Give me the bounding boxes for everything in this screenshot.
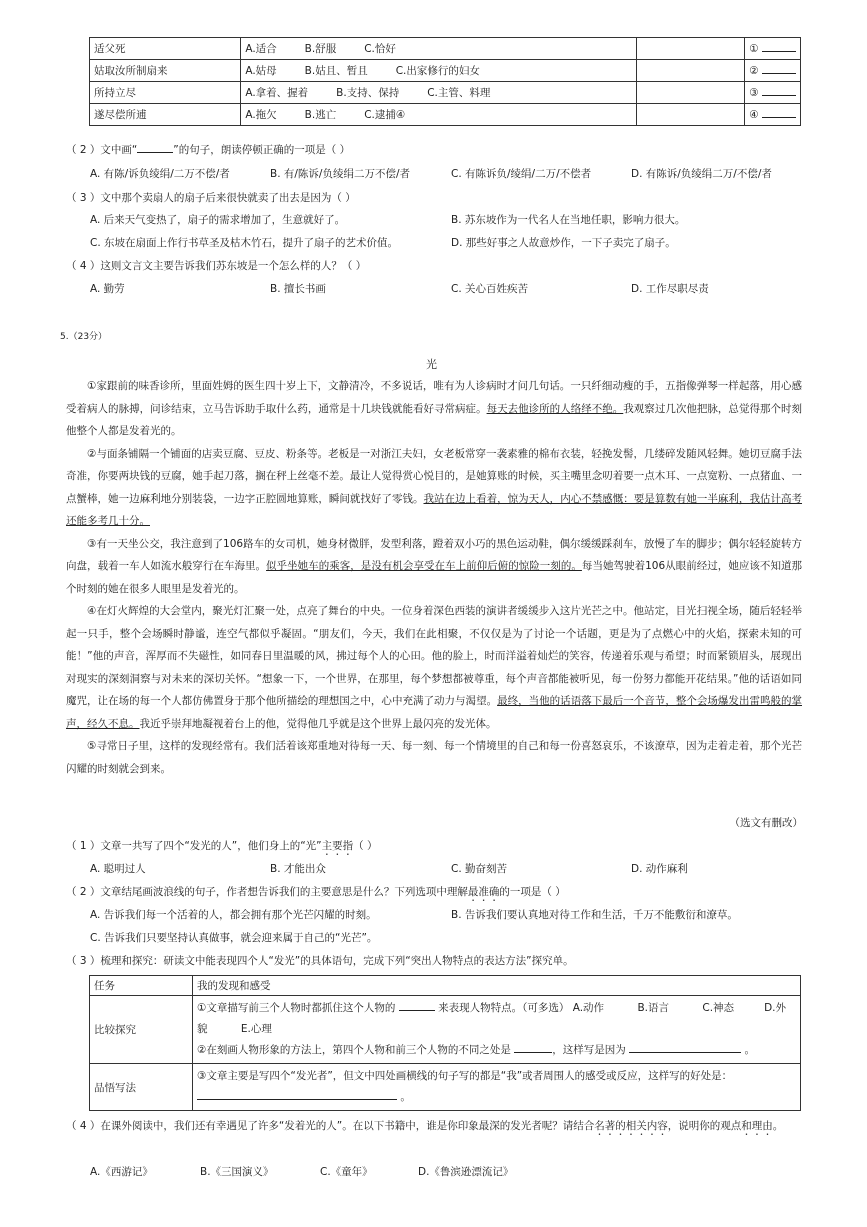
answer-number: ② — [749, 64, 759, 77]
option-b[interactable]: B. 擅长书画 — [270, 283, 326, 295]
option: B.姑且、暂且 — [304, 65, 368, 77]
vocab-options — [241, 104, 637, 126]
option-a[interactable]: A. 后来天气变热了，扇子的需求增加了，生意就好了。 — [90, 214, 346, 226]
option: B.逃亡 — [304, 109, 337, 121]
s5-question-4: （ 4 ）在课外阅读中，我们还有幸遇见了许多“发着光的人”。在以下书籍中，谁是你印象最深的发光者呢？请结合名著的相关内容，说明你的观点和理由。 — [66, 1120, 784, 1132]
option-b[interactable]: B. 告诉我们要认真地对待工作和生活，千万不能敷衍和潦草。 — [451, 909, 738, 921]
paragraph: ⑤寻常日子里，这样的发现经常有。我们活着该郑重地对待每一天、每一刻、每一个情境里的自己和每一份喜怒哀乐，不该潦草，因为走着走着，那个光芒闪耀的时刻就会到来。 — [66, 740, 802, 775]
answer-number: ① — [749, 42, 759, 55]
table-row — [90, 60, 801, 82]
row-label: 品悟写法 — [90, 1064, 193, 1111]
option: C.恰好 — [364, 43, 396, 55]
vocab-word: 姑取汝所制扇来 — [90, 60, 241, 82]
table-row — [90, 38, 801, 60]
option-b[interactable]: B.《三国演义》 — [200, 1166, 274, 1178]
s5-question-1: （ 1 ）文章一共写了四个“发光的人”，他们身上的“光”主要指（ ） — [66, 840, 378, 852]
option-c[interactable]: C. 告诉我们只要坚持认真做事，就会迎来属于自己的“光芒”。 — [90, 932, 378, 944]
option: A.拿着、握着 — [245, 87, 309, 99]
table-row — [90, 976, 801, 996]
paragraph: ④在灯火辉煌的大会堂内，聚光灯汇聚一处，点亮了舞台的中央。一位身着深色西装的演讲者缓缓步入这片光芒之中。他站定，目光扫视全场，随后轻轻举起一只手，整个会场瞬时静谧，连空气都似乎凝固。“朋友们，今天，我们在此相聚，不仅仅是为了讨论一个话题，更是为了点燃心中的火焰，探索未知的可能！”他的声音，浑厚而不失磁性，如同春日里温暖的风，拂过每个人的心田。他的脸上，时而洋溢着灿烂的笑容，传递着乐观与希望；时而紧锁眉头，展现出对现实的深刻洞察与对未来的深切关怀。“想象一下，一个世界，在那里，每个梦想都被尊重，每个声音都能被听见，每一份努力都能开花结果。”他的话语如同魔咒，让在场的每一个人都仿佛置身于那个他所描绘的理想国之中，心中充满了动力与渴望。最终，当他的话语落下最后一个音节，整个会场爆发出雷鸣般的掌声，经久不息。我近乎崇拜地凝视着台上的他，觉得他几乎就是这个世界上最闪亮的发光体。 — [66, 605, 802, 730]
table-row — [90, 104, 801, 126]
row-label: 比较探究 — [90, 996, 193, 1064]
s5-question-2: （ 2 ）文章结尾画波浪线的句子，作者想告诉我们的主要意思是什么？下列选项中理解最准确的一项是（ ） — [66, 886, 566, 898]
option: A.姑母 — [245, 65, 277, 77]
answer-cell[interactable] — [745, 104, 801, 126]
option-d[interactable]: D.《鲁滨逊漂流记》 — [418, 1166, 514, 1178]
option-a[interactable]: A. 告诉我们每一个活着的人，都会拥有那个光芒闪耀的时刻。 — [90, 909, 377, 921]
option-c[interactable]: C. 关心百姓疾苦 — [451, 283, 529, 295]
section-header: 5.（23分） — [60, 332, 108, 342]
table-row — [90, 82, 801, 104]
answer-blank[interactable] — [629, 1052, 741, 1053]
table-row — [90, 1064, 801, 1111]
answer-cell[interactable] — [745, 82, 801, 104]
question-stem: （ 2 ）文中画“ — [66, 144, 138, 156]
question-4: （ 4 ）这则文言文主要告诉我们苏东坡是一个怎么样的人？（ ） — [66, 260, 367, 272]
paragraph: ①家跟前的味香诊所，里面姓姆的医生四十岁上下，文静清冷，不多说话，唯有为人诊病时才问几句话。一只纤细动瘦的手，五指像弹琴一样起落，用心感受着病人的脉搏，问诊结束，立马告诉助手取什么药，通常是十几块钱就能看好寻常病症。每天去他诊所的人络绎不绝。我观察过几次他把脉，总觉得那个时刻他整个人都是发着光的。 — [66, 380, 803, 437]
option-c[interactable]: C. 勤奋刻苦 — [451, 863, 508, 875]
option-a[interactable]: A. 勤劳 — [90, 283, 125, 295]
option: A.适合 — [245, 43, 277, 55]
table-cell: ①文章描写前三个人物时都抓住这个人物的 来表现人物特点。（可多选） A.动作 B.语言 C.神态 D.外貌 E.心理 ②在刻画人物形象的方法上，第四个人物和前三个人物的不同之处是 ，这样写是因为 。 — [193, 996, 801, 1064]
option-a[interactable]: A.《西游记》 — [90, 1166, 153, 1178]
paragraph: ③有一天坐公交，我注意到了106路车的女司机，她身材微胖，发型利落，蹬着双小巧的黑色运动鞋，偶尔缓缓踩刹车，放慢了车的脚步；偶尔轻轻旋转方向盘，载着一车人如流水般穿行在车海里。似乎坐她车的乘客，是没有机会享受在车上前仰后俯的惊险一刻的。每当她驾驶着106从眼前经过，她应该不知道那个时刻的她在很多人眼里是发着光的。 — [66, 537, 803, 595]
paragraph: ②与面条铺隔一个铺面的店卖豆腐、豆皮、粉条等。老板是一对浙江夫妇，女老板常穿一袭素雅的棉布衣装，轻挽发髻，几缕碎发随风轻舞。她切豆腐手法奇准，你要两块钱的豆腐，她手起刀落，搁在秤上丝毫不差。最让人觉得赏心悦目的，是她算账的时候，买主嘴里念叨着要一点木耳、一点宽粉、一点猪血、一点蟹棒，她一边麻利地分别装袋，一边字正腔圆地算账，瞬间就找好了零钱。我站在边上看着，惊为天人，内心不禁感慨：要是算数有她一半麻利，我估计高考还能多考几十分。 — [66, 447, 803, 527]
option-d[interactable]: D. 动作麻利 — [631, 863, 688, 875]
vocab-options — [241, 60, 637, 82]
answer-cell[interactable] — [745, 38, 801, 60]
vocab-word: 遂尽偿所逋 — [90, 104, 241, 126]
question-2 — [66, 142, 350, 157]
option-d[interactable]: D. 那些好事之人故意炒作，一下子卖完了扇子。 — [451, 237, 676, 249]
passage — [66, 375, 802, 780]
option-b[interactable]: B. 苏东坡作为一代名人在当地任职，影响力很大。 — [451, 214, 686, 226]
option-a[interactable]: A. 聪明过人 — [90, 863, 146, 875]
option-c[interactable]: C.《童年》 — [320, 1166, 373, 1178]
option-b[interactable]: B. 有/陈诉/负绫绢二万不偿/者 — [270, 168, 410, 180]
answer-number: ③ — [749, 86, 759, 99]
passage-title: 光 — [426, 358, 437, 371]
vocab-word: 适父死 — [90, 38, 241, 60]
answer-blank[interactable] — [399, 1010, 435, 1011]
vocab-empty — [637, 38, 745, 60]
answer-number: ④ — [749, 108, 759, 121]
option-d[interactable]: D. 工作尽职尽责 — [631, 283, 709, 295]
question-3: （ 3 ）文中那个卖扇人的扇子后来很快就卖了出去是因为（ ） — [66, 192, 356, 204]
answer-blank[interactable] — [197, 1099, 397, 1100]
source-note: （选文有删改） — [729, 817, 803, 829]
option: B.支持、保持 — [336, 87, 400, 99]
option: C.逮捕④ — [364, 109, 406, 121]
table-row — [90, 996, 801, 1064]
table-cell: ③文章主要是写四个“发光者”，但文中四处画横线的句子写的都是“我”或者周围人的感受或反应，这样写的好处是： 。 — [193, 1064, 801, 1111]
option-d[interactable]: D. 有陈诉/负绫绢二万/不偿/者 — [631, 168, 772, 180]
vocab-options — [241, 38, 637, 60]
exploration-table — [89, 975, 801, 1111]
vocab-empty — [637, 82, 745, 104]
option-a[interactable]: A. 有陈/诉负绫绢/二万不偿/者 — [90, 168, 230, 180]
option-c[interactable]: C. 有陈诉负/绫绢/二万/不偿者 — [451, 168, 592, 180]
option: C.主管、料理 — [427, 87, 491, 99]
option-c[interactable]: C. 东坡在扇面上作行书草圣及枯木竹石，提升了扇子的艺术价值。 — [90, 237, 399, 249]
question-stem: ”的句子，朗读停顿正确的一项是（ ） — [173, 144, 351, 156]
vocab-empty — [637, 104, 745, 126]
vocab-empty — [637, 60, 745, 82]
vocab-options — [241, 82, 637, 104]
table-header: 我的发现和感受 — [193, 976, 801, 996]
vocab-table — [89, 37, 801, 126]
answer-cell[interactable] — [745, 60, 801, 82]
s5-question-3: （ 3 ）梳理和探究：研读文中能表现四个人“发光”的具体语句，完成下列“突出人物特点的表达方法”探究单。 — [66, 955, 574, 967]
blank — [137, 152, 173, 153]
option: B.舒服 — [304, 43, 337, 55]
table-header: 任务 — [90, 976, 193, 996]
answer-blank[interactable] — [514, 1052, 552, 1053]
option-b[interactable]: B. 才能出众 — [270, 863, 326, 875]
vocab-word: 所持立尽 — [90, 82, 241, 104]
option: C.出家修行的妇女 — [395, 65, 480, 77]
option: A.拖欠 — [245, 109, 277, 121]
